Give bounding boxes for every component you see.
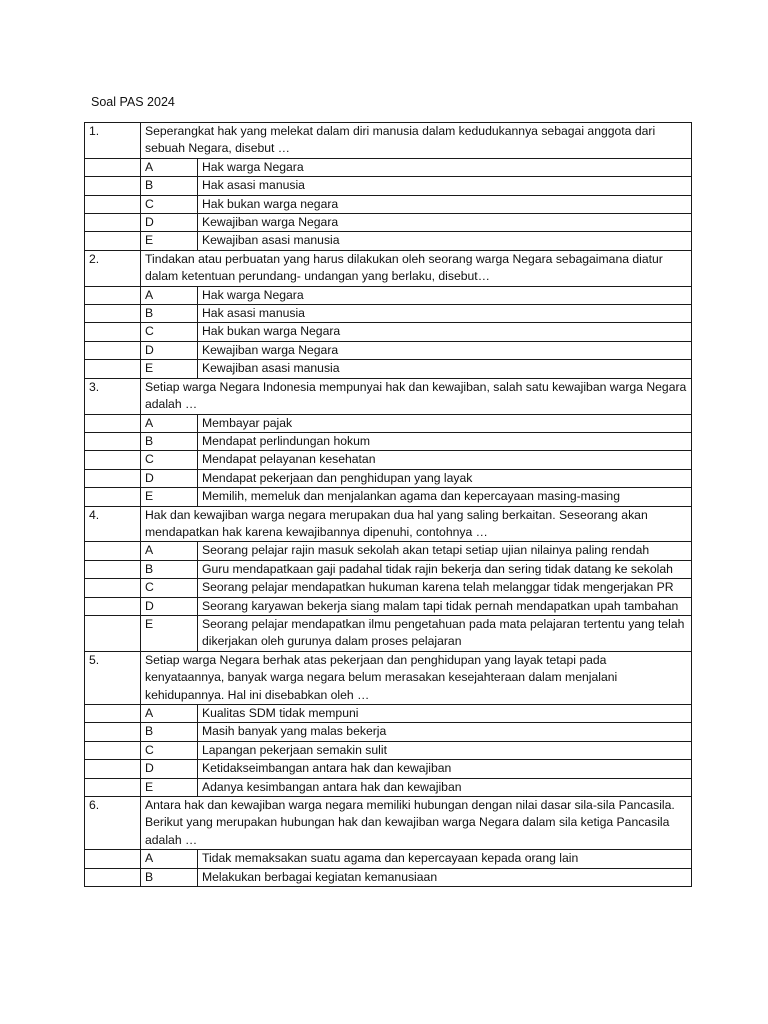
option-spacer-cell bbox=[85, 158, 141, 176]
option-spacer-cell bbox=[85, 414, 141, 432]
option-row bbox=[85, 214, 692, 232]
option-text: Seorang pelajar mendapatkan ilmu pengetahuan pada mata pelajaran tertentu yang telah dikerjakan oleh gurunya dalam proses pelajaran bbox=[198, 615, 692, 651]
option-text: Mendapat perlindungan hokum bbox=[198, 432, 692, 450]
option-spacer-cell bbox=[85, 615, 141, 651]
option-spacer-cell bbox=[85, 432, 141, 450]
option-spacer-cell bbox=[85, 286, 141, 304]
question-row bbox=[85, 506, 692, 542]
option-text: Seorang pelajar mendapatkan hukuman karena telah melanggar tidak mengerjakan PR bbox=[198, 579, 692, 597]
option-row bbox=[85, 158, 692, 176]
option-text: Masih banyak yang malas bekerja bbox=[198, 723, 692, 741]
option-spacer-cell bbox=[85, 542, 141, 560]
question-row bbox=[85, 378, 692, 414]
question-text: Seperangkat hak yang melekat dalam diri manusia dalam kedudukannya sebagai anggota dari sebuah Negara, disebut … bbox=[141, 123, 692, 159]
question-row bbox=[85, 123, 692, 159]
option-row bbox=[85, 597, 692, 615]
option-row bbox=[85, 705, 692, 723]
option-text: Membayar pajak bbox=[198, 414, 692, 432]
option-text: Kewajiban asasi manusia bbox=[198, 232, 692, 250]
question-row bbox=[85, 651, 692, 704]
option-text: Mendapat pekerjaan dan penghidupan yang layak bbox=[198, 469, 692, 487]
option-row bbox=[85, 760, 692, 778]
option-spacer-cell bbox=[85, 868, 141, 886]
option-row bbox=[85, 360, 692, 378]
option-spacer-cell bbox=[85, 177, 141, 195]
option-spacer-cell bbox=[85, 323, 141, 341]
option-text: Mendapat pelayanan kesehatan bbox=[198, 451, 692, 469]
option-spacer-cell bbox=[85, 360, 141, 378]
option-letter: D bbox=[141, 597, 198, 615]
option-row bbox=[85, 723, 692, 741]
option-text: Kewajiban asasi manusia bbox=[198, 360, 692, 378]
option-letter: A bbox=[141, 542, 198, 560]
option-letter: C bbox=[141, 195, 198, 213]
option-text: Ketidakseimbangan antara hak dan kewajiban bbox=[198, 760, 692, 778]
option-letter: A bbox=[141, 705, 198, 723]
option-row bbox=[85, 323, 692, 341]
option-letter: E bbox=[141, 778, 198, 796]
question-text: Tindakan atau perbuatan yang harus dilakukan oleh seorang warga Negara sebagaimana diatur dalam ketentuan perundang- undangan yang berlaku, disebut… bbox=[141, 250, 692, 286]
option-letter: B bbox=[141, 560, 198, 578]
option-letter: A bbox=[141, 850, 198, 868]
option-spacer-cell bbox=[85, 560, 141, 578]
question-number: 1. bbox=[85, 123, 141, 159]
option-text: Kualitas SDM tidak mempuni bbox=[198, 705, 692, 723]
option-letter: E bbox=[141, 488, 198, 506]
option-row bbox=[85, 615, 692, 651]
question-text: Setiap warga Negara Indonesia mempunyai hak dan kewajiban, salah satu kewajiban warga Negara adalah … bbox=[141, 378, 692, 414]
option-row bbox=[85, 177, 692, 195]
option-text: Hak warga Negara bbox=[198, 286, 692, 304]
option-letter: D bbox=[141, 341, 198, 359]
document-title: Soal PAS 2024 bbox=[91, 95, 175, 109]
option-row bbox=[85, 432, 692, 450]
question-number: 3. bbox=[85, 378, 141, 414]
option-text: Hak asasi manusia bbox=[198, 177, 692, 195]
option-spacer-cell bbox=[85, 305, 141, 323]
option-text: Tidak memaksakan suatu agama dan kepercayaan kepada orang lain bbox=[198, 850, 692, 868]
option-letter: C bbox=[141, 323, 198, 341]
option-text: Kewajiban warga Negara bbox=[198, 214, 692, 232]
option-spacer-cell bbox=[85, 232, 141, 250]
question-row bbox=[85, 797, 692, 850]
question-number: 6. bbox=[85, 797, 141, 850]
option-spacer-cell bbox=[85, 597, 141, 615]
option-letter: C bbox=[141, 451, 198, 469]
option-letter: B bbox=[141, 177, 198, 195]
option-text: Guru mendapatkaan gaji padahal tidak rajin bekerja dan sering tidak datang ke sekolah bbox=[198, 560, 692, 578]
option-spacer-cell bbox=[85, 469, 141, 487]
option-text: Melakukan berbagai kegiatan kemanusiaan bbox=[198, 868, 692, 886]
option-text: Memilih, memeluk dan menjalankan agama dan kepercayaan masing-masing bbox=[198, 488, 692, 506]
option-letter: B bbox=[141, 868, 198, 886]
option-spacer-cell bbox=[85, 705, 141, 723]
option-letter: D bbox=[141, 760, 198, 778]
option-spacer-cell bbox=[85, 723, 141, 741]
option-spacer-cell bbox=[85, 341, 141, 359]
option-spacer-cell bbox=[85, 850, 141, 868]
option-text: Hak asasi manusia bbox=[198, 305, 692, 323]
question-text: Hak dan kewajiban warga negara merupakan dua hal yang saling berkaitan. Seseorang akan mendapatkan hak karena kewajibannya dipenuhi, contohnya … bbox=[141, 506, 692, 542]
option-row bbox=[85, 414, 692, 432]
option-letter: B bbox=[141, 432, 198, 450]
option-row bbox=[85, 741, 692, 759]
option-letter: B bbox=[141, 723, 198, 741]
question-number: 2. bbox=[85, 250, 141, 286]
option-text: Seorang karyawan bekerja siang malam tapi tidak pernah mendapatkan upah tambahan bbox=[198, 597, 692, 615]
option-row bbox=[85, 778, 692, 796]
option-letter: D bbox=[141, 469, 198, 487]
option-spacer-cell bbox=[85, 451, 141, 469]
option-row bbox=[85, 286, 692, 304]
question-number: 5. bbox=[85, 651, 141, 704]
question-row bbox=[85, 250, 692, 286]
question-number: 4. bbox=[85, 506, 141, 542]
option-row bbox=[85, 469, 692, 487]
question-text: Setiap warga Negara berhak atas pekerjaan dan penghidupan yang layak tetapi pada kenyataannya, banyak warga negara belum merasakan kesejahteraan dalam menjalani kehidupannya. Hal ini disebabkan oleh … bbox=[141, 651, 692, 704]
option-letter: C bbox=[141, 741, 198, 759]
option-row bbox=[85, 560, 692, 578]
question-table bbox=[84, 122, 692, 887]
option-text: Kewajiban warga Negara bbox=[198, 341, 692, 359]
option-spacer-cell bbox=[85, 760, 141, 778]
option-letter: B bbox=[141, 305, 198, 323]
option-row bbox=[85, 579, 692, 597]
option-row bbox=[85, 542, 692, 560]
option-letter: E bbox=[141, 615, 198, 651]
option-spacer-cell bbox=[85, 195, 141, 213]
option-text: Hak warga Negara bbox=[198, 158, 692, 176]
option-spacer-cell bbox=[85, 579, 141, 597]
option-row bbox=[85, 195, 692, 213]
option-row bbox=[85, 488, 692, 506]
option-row bbox=[85, 341, 692, 359]
option-text: Seorang pelajar rajin masuk sekolah akan tetapi setiap ujian nilainya paling rendah bbox=[198, 542, 692, 560]
option-spacer-cell bbox=[85, 214, 141, 232]
option-text: Hak bukan warga Negara bbox=[198, 323, 692, 341]
option-letter: A bbox=[141, 414, 198, 432]
option-letter: C bbox=[141, 579, 198, 597]
option-letter: A bbox=[141, 158, 198, 176]
option-text: Hak bukan warga negara bbox=[198, 195, 692, 213]
option-row bbox=[85, 232, 692, 250]
option-row bbox=[85, 451, 692, 469]
question-text: Antara hak dan kewajiban warga negara memiliki hubungan dengan nilai dasar sila-sila Pancasila. Berikut yang merupakan hubungan hak dan kewajiban warga Negara dalam sila ketiga Pancasila adalah … bbox=[141, 797, 692, 850]
option-spacer-cell bbox=[85, 741, 141, 759]
option-row bbox=[85, 868, 692, 886]
option-letter: A bbox=[141, 286, 198, 304]
option-row bbox=[85, 305, 692, 323]
option-row bbox=[85, 850, 692, 868]
option-text: Adanya kesimbangan antara hak dan kewajiban bbox=[198, 778, 692, 796]
option-text: Lapangan pekerjaan semakin sulit bbox=[198, 741, 692, 759]
option-letter: D bbox=[141, 214, 198, 232]
option-spacer-cell bbox=[85, 488, 141, 506]
option-spacer-cell bbox=[85, 778, 141, 796]
option-letter: E bbox=[141, 360, 198, 378]
option-letter: E bbox=[141, 232, 198, 250]
